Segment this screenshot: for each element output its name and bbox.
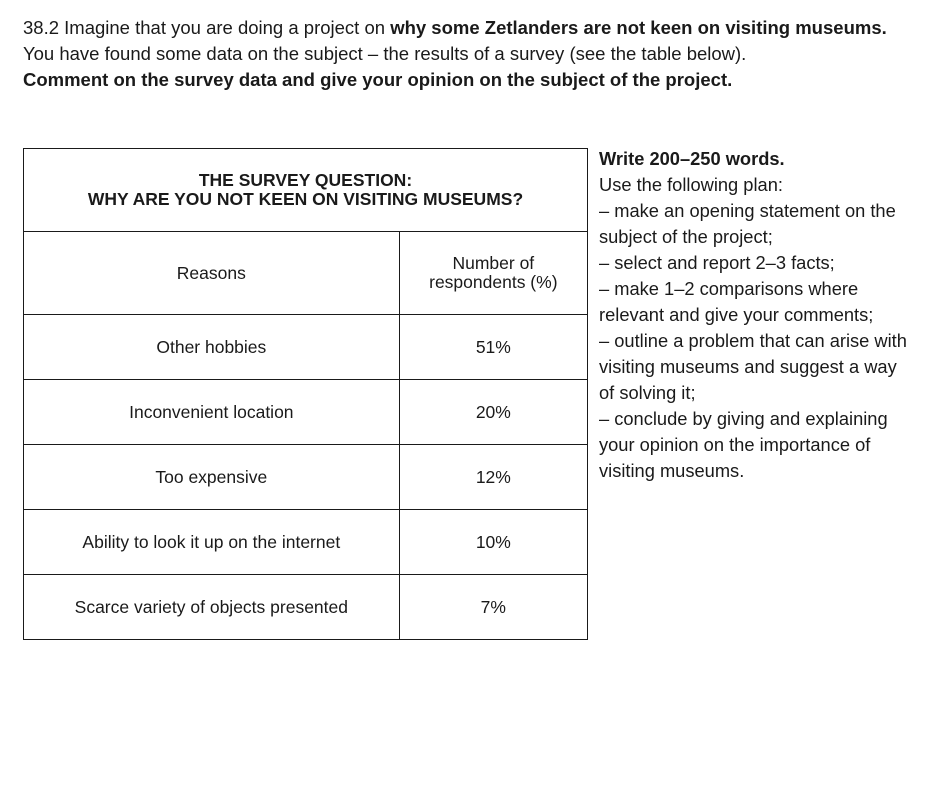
percent-cell: 10%	[399, 510, 587, 575]
survey-title-line-1: THE SURVEY QUESTION:	[198, 170, 413, 190]
reason-cell: Too expensive	[24, 445, 400, 510]
table-row	[24, 445, 588, 510]
task-context: You have found some data on the subject – the results of a survey (see the table below).	[23, 43, 747, 64]
survey-table	[23, 148, 588, 640]
reason-cell: Scarce variety of objects presented	[24, 575, 400, 640]
reason-cell: Inconvenient location	[24, 380, 400, 445]
plan-item: – outline a problem that can arise with visiting museums and suggest a way of solving it;	[599, 330, 907, 403]
plan-item: – conclude by giving and explaining your opinion on the importance of visiting museums.	[599, 408, 888, 481]
task-text	[23, 15, 913, 93]
percent-cell: 51%	[399, 315, 587, 380]
percent-cell: 20%	[399, 380, 587, 445]
word-count-instruction: Write 200–250 words.	[599, 148, 785, 169]
column-header-reasons: Reasons	[24, 232, 400, 315]
task-instruction: Comment on the survey data and give your opinion on the subject of the project.	[23, 69, 733, 90]
reason-cell: Other hobbies	[24, 315, 400, 380]
percent-cell: 12%	[399, 445, 587, 510]
plan-heading: Use the following plan:	[599, 174, 783, 195]
reason-cell: Ability to look it up on the internet	[24, 510, 400, 575]
table-row	[24, 575, 588, 640]
table-row	[24, 380, 588, 445]
column-header-respondents	[399, 232, 587, 315]
plan-item: – make 1–2 comparisons where relevant and give your comments;	[599, 278, 874, 325]
table-row	[24, 315, 588, 380]
respondents-header-line-2: respondents (%)	[429, 272, 558, 292]
plan-item: – make an opening statement on the subject of the project;	[599, 200, 896, 247]
percent-cell: 7%	[399, 575, 587, 640]
plan-item: – select and report 2–3 facts;	[599, 252, 835, 273]
plan-list	[599, 198, 917, 484]
survey-table-title	[24, 149, 588, 232]
task-intro: Imagine that you are doing a project on	[64, 17, 386, 38]
survey-title-line-2: WHY ARE YOU NOT KEEN ON VISITING MUSEUMS?	[87, 189, 524, 209]
respondents-header-line-1: Number of	[452, 253, 535, 273]
task-number: 38.2	[23, 17, 60, 38]
task-topic: why some Zetlanders are not keen on visiting museums.	[390, 17, 887, 38]
writing-plan	[599, 146, 917, 484]
table-row	[24, 510, 588, 575]
